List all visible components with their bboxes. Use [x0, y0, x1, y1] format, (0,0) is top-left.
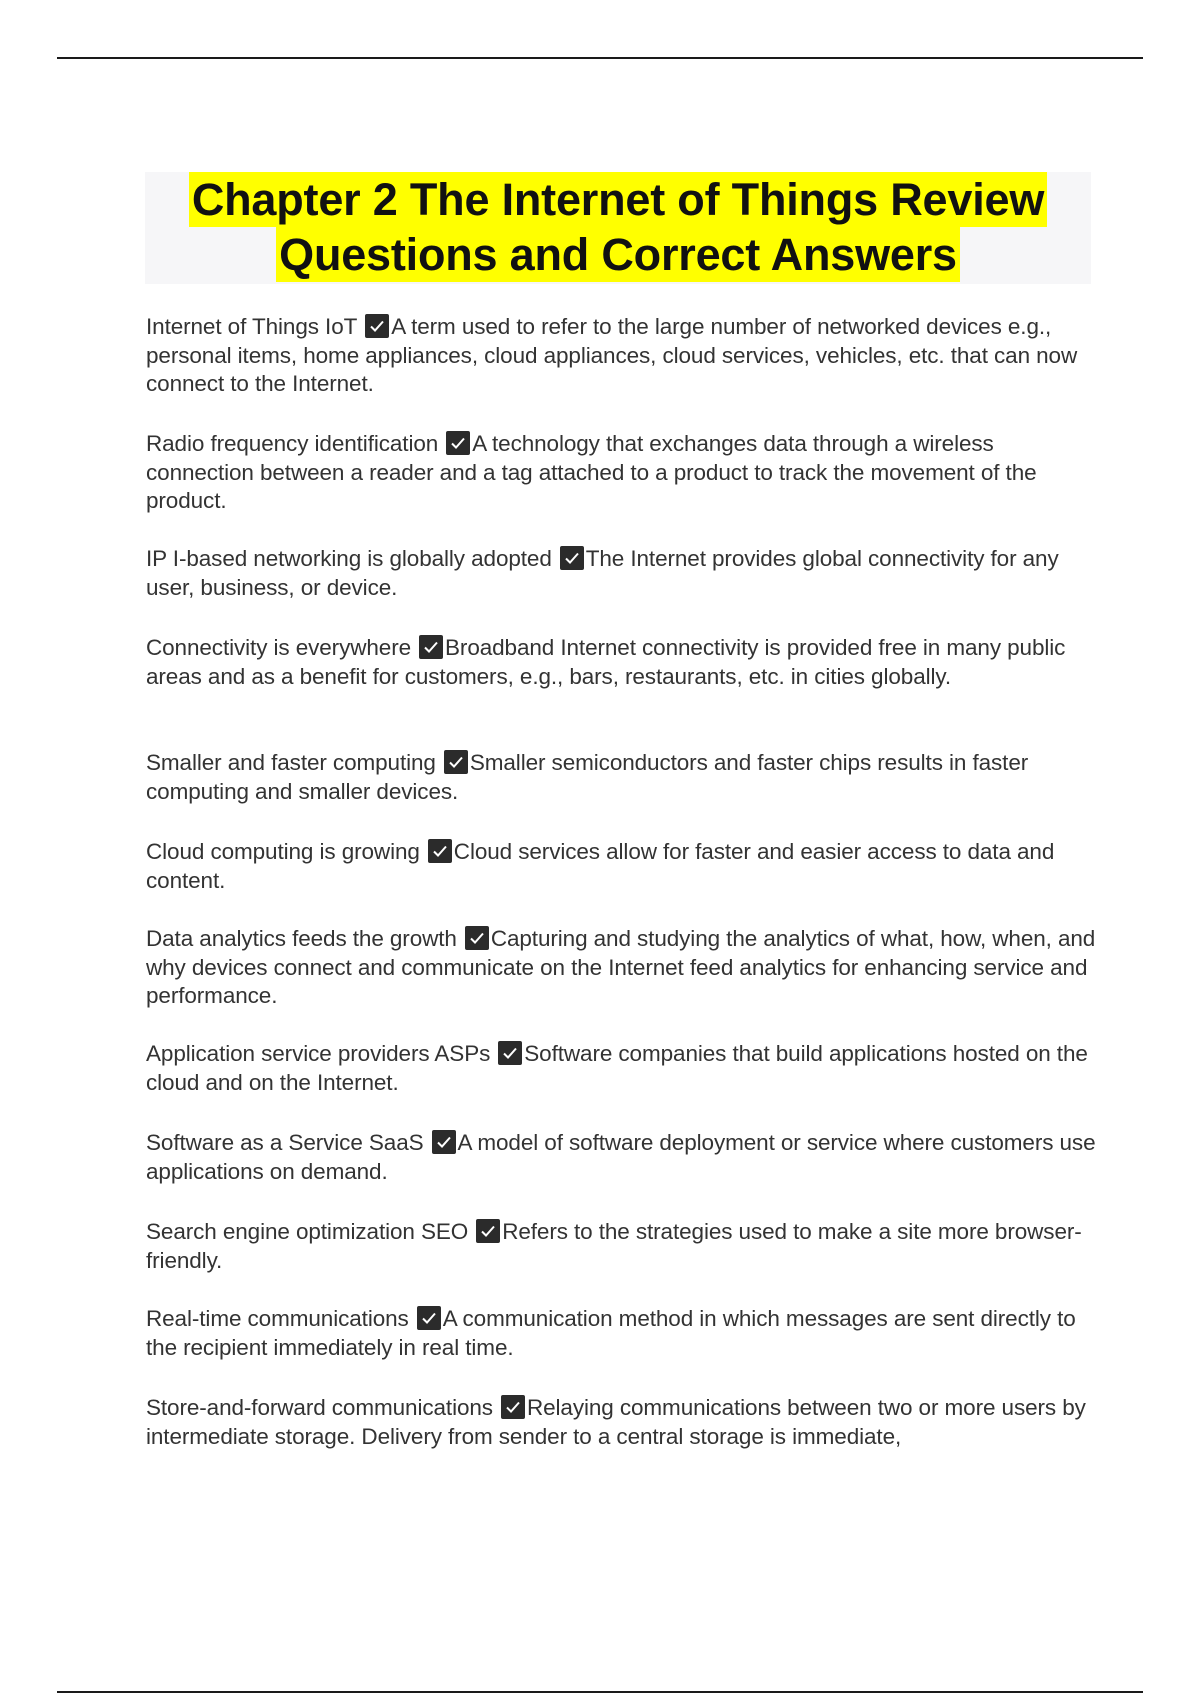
qa-term: Store-and-forward communications: [146, 1395, 493, 1420]
qa-answer: A model of software deployment or service where customers use applications on demand.: [146, 1130, 1096, 1184]
qa-answer: Refers to the strategies used to make a site more browser-friendly.: [146, 1219, 1082, 1273]
qa-term: Radio frequency identification: [146, 431, 439, 456]
top-divider: [57, 57, 1143, 59]
checkbox-checked-icon: [365, 314, 389, 338]
qa-item: [146, 838, 1096, 895]
qa-term: Application service providers ASPs: [146, 1041, 491, 1066]
checkbox-checked-icon: [446, 431, 470, 455]
checkbox-checked-icon: [498, 1041, 522, 1065]
qa-answer: Relaying communications between two or more users by intermediate storage. Delivery from sender to a central storage is immediate,: [146, 1395, 1086, 1449]
checkbox-checked-icon: [428, 839, 452, 863]
qa-answer: The Internet provides global connectivity for any user, business, or device.: [146, 546, 1059, 600]
qa-term: Software as a Service SaaS: [146, 1130, 424, 1155]
qa-answer: A term used to refer to the large number of networked devices e.g., personal items, home appliances, cloud appliances, cloud services, vehicles, etc. that can now connect to the Internet.: [146, 314, 1078, 396]
qa-term: Cloud computing is growing: [146, 839, 420, 864]
title-block: [145, 172, 1091, 284]
qa-term: Data analytics feeds the growth: [146, 926, 457, 951]
qa-item: [146, 925, 1096, 1011]
checkbox-checked-icon: [560, 546, 584, 570]
qa-item: [146, 1129, 1096, 1186]
bottom-divider: [57, 1691, 1143, 1693]
qa-item: [146, 313, 1096, 399]
qa-term: Smaller and faster computing: [146, 750, 436, 775]
checkbox-checked-icon: [419, 635, 443, 659]
checkbox-checked-icon: [501, 1395, 525, 1419]
qa-answer: Smaller semiconductors and faster chips results in faster computing and smaller devices.: [146, 750, 1029, 804]
qa-item: [146, 634, 1096, 691]
qa-answer: Broadband Internet connectivity is provided free in many public areas and as a benefit for customers, e.g., bars, restaurants, etc. in cities globally.: [146, 635, 1066, 689]
qa-term: Search engine optimization SEO: [146, 1219, 469, 1244]
qa-item: [146, 545, 1096, 602]
qa-answer: Capturing and studying the analytics of what, how, when, and why devices connect and communicate on the Internet feed analytics for enhancing service and performance.: [146, 926, 1096, 1008]
qa-answer: A communication method in which messages are sent directly to the recipient immediately in real time.: [146, 1306, 1076, 1360]
qa-item: [146, 1305, 1096, 1362]
page-title: [145, 172, 1091, 282]
qa-answer: A technology that exchanges data through a wireless connection between a reader and a tag attached to a product to track the movement of the product.: [146, 431, 1037, 513]
qa-term: Connectivity is everywhere: [146, 635, 412, 660]
checkbox-checked-icon: [417, 1306, 441, 1330]
qa-term: Real-time communications: [146, 1306, 409, 1331]
qa-answer: Software companies that build applications hosted on the cloud and on the Internet.: [146, 1041, 1088, 1095]
title-line-2: Questions and Correct Answers: [276, 227, 960, 282]
checkbox-checked-icon: [444, 750, 468, 774]
checkbox-checked-icon: [432, 1130, 456, 1154]
checkbox-checked-icon: [465, 926, 489, 950]
qa-item: [146, 1040, 1096, 1097]
qa-term: Internet of Things IoT: [146, 314, 358, 339]
qa-item: [146, 430, 1096, 516]
qa-item: [146, 1394, 1096, 1451]
checkbox-checked-icon: [476, 1219, 500, 1243]
qa-term: IP I-based networking is globally adopted: [146, 546, 552, 571]
qa-answer: Cloud services allow for faster and easier access to data and content.: [146, 839, 1055, 893]
title-line-1: Chapter 2 The Internet of Things Review: [189, 172, 1047, 227]
qa-item: [146, 749, 1096, 806]
qa-item: [146, 1218, 1096, 1275]
